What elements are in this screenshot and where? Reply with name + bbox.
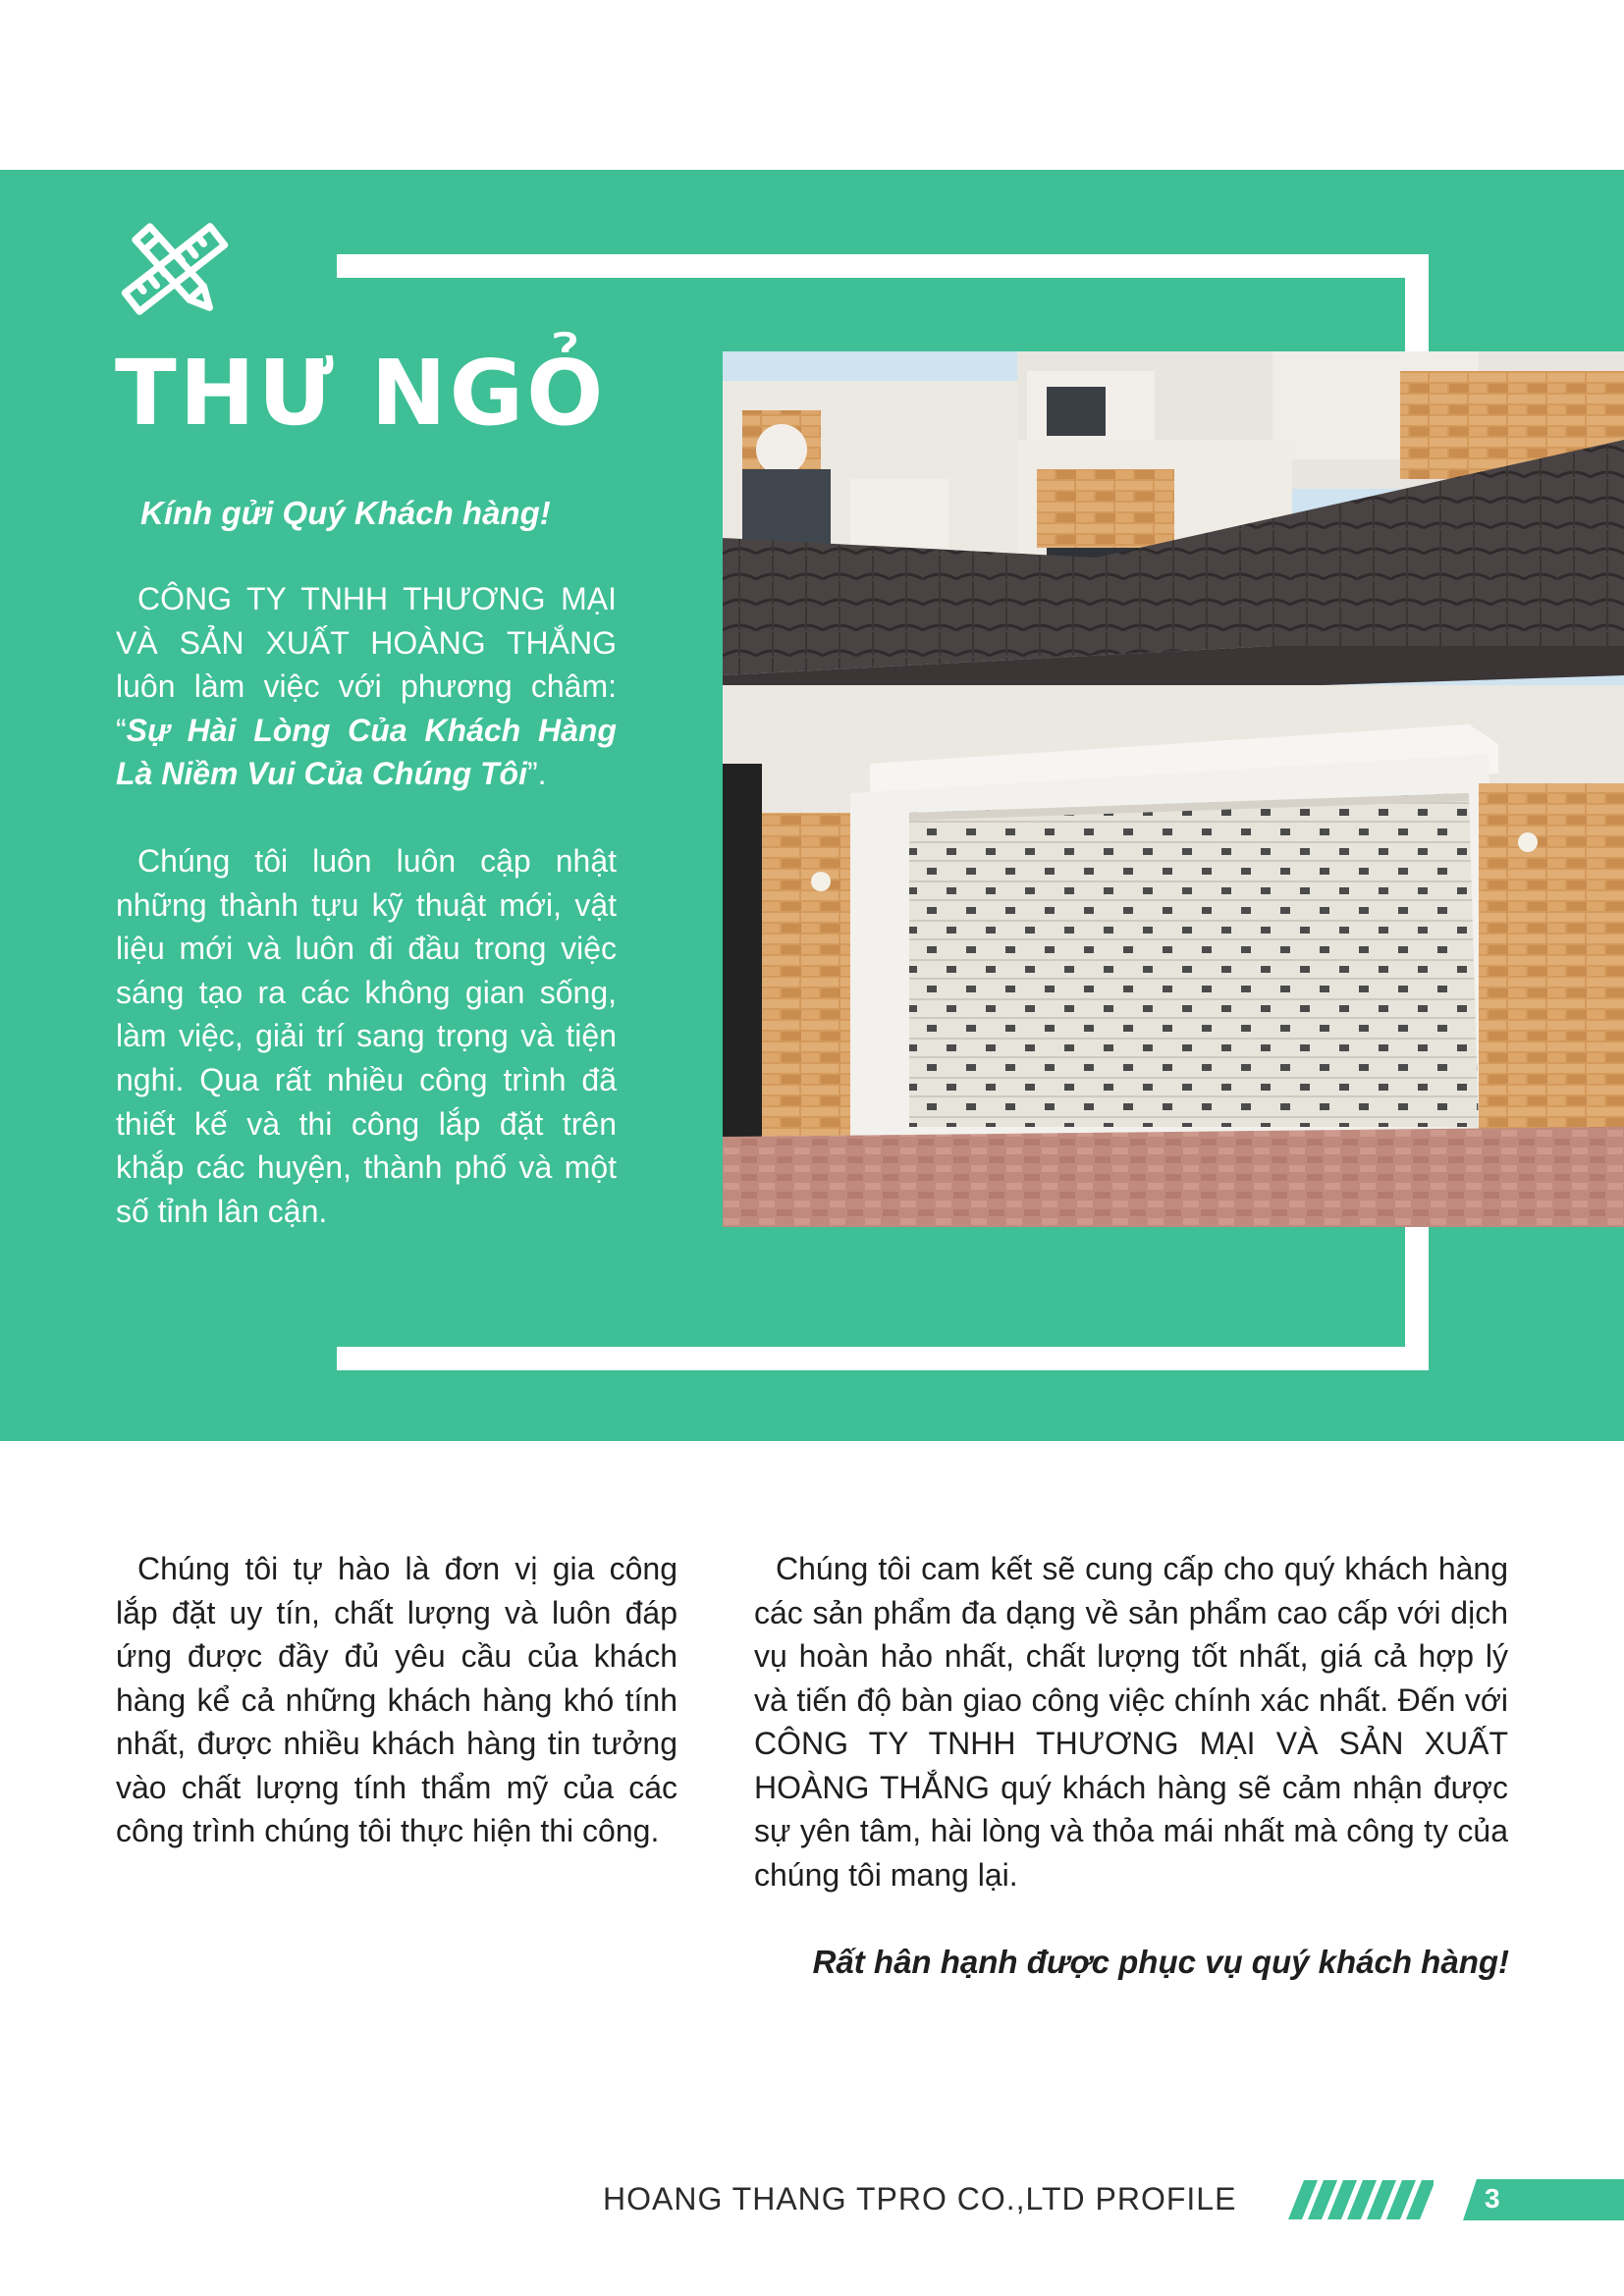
left-column-paragraph [116,1547,677,1853]
frame-right-upper-line [1405,254,1429,352]
diagonal-stripes-icon [1276,2180,1434,2219]
frame-bottom-line [337,1347,1429,1370]
page-title: THƯ NGỎ [115,341,607,446]
right-column-text: Chúng tôi cam kết sẽ cung cấp cho quý khách hàng các sản phẩm đa dạng về sản phẩm cao cấp với dịch vụ hoàn hảo nhất, chất lượng tốt nhất, giá cả hợp lý và tiến độ bàn giao công việc chính xác nhất. Đến với CÔNG TY TNHH THƯƠNG MẠI VÀ SẢN XUẤT HOÀNG THẮNG quý khách hàng sẽ cảm nhận được sự yên tâm, hài lòng và thỏa mái nhất mà công ty của chúng tôi mang lại. [754,1551,1508,1893]
footer-company: HOANG THANG TPRO CO.,LTD PROFILE [603,2181,1237,2216]
ruler-pencil-icon [113,214,237,324]
left-column-text: Chúng tôi tự hào là đơn vị gia công lắp đặt uy tín, chất lượng và luôn đáp ứng được đầy đủ yêu cầu của khách hàng kể cả những khách hàng khó tính nhất, được nhiều khách hàng tin tưởng vào chất lượng tính thẩm mỹ của các công trình chúng tôi thực hiện thi công. [116,1551,677,1848]
motto-close-quote: ”. [526,756,547,792]
greeting: Kính gửi Quý Khách hàng! [140,495,551,531]
intro-paragraph [116,577,617,796]
motto-text: Sự Hài Lòng Của Khách Hàng Là Niềm Vui Của Chúng Tôi [116,712,617,792]
intro-paragraph-2 [116,839,617,1233]
motto-open-quote: “ [116,712,127,748]
page-number: 3 [1485,2183,1500,2214]
right-column-paragraph [754,1547,1508,1896]
house-with-rolling-garage-door-photo [723,351,1624,1227]
intro-paragraph-2-text: Chúng tôi luôn luôn cập nhật những thành tựu kỹ thuật mới, vật liệu mới và luôn đi đầu trong việc sáng tạo ra các không gian sống, làm việc, giải trí sang trọng và tiện nghi. Qua rất nhiều công trình đã thiết kế và thi công lắp đặt trên khắp các huyện, thành phố và một số tỉnh lân cận. [116,843,617,1229]
closing-line: Rất hân hạnh được phục vụ quý khách hàng! [812,1944,1509,1980]
intro-company-text: CÔNG TY TNHH THƯƠNG MẠI VÀ SẢN XUẤT HOÀNG THẮNG luôn làm việc với phương châm: [116,581,617,705]
frame-top-line [337,254,1429,278]
